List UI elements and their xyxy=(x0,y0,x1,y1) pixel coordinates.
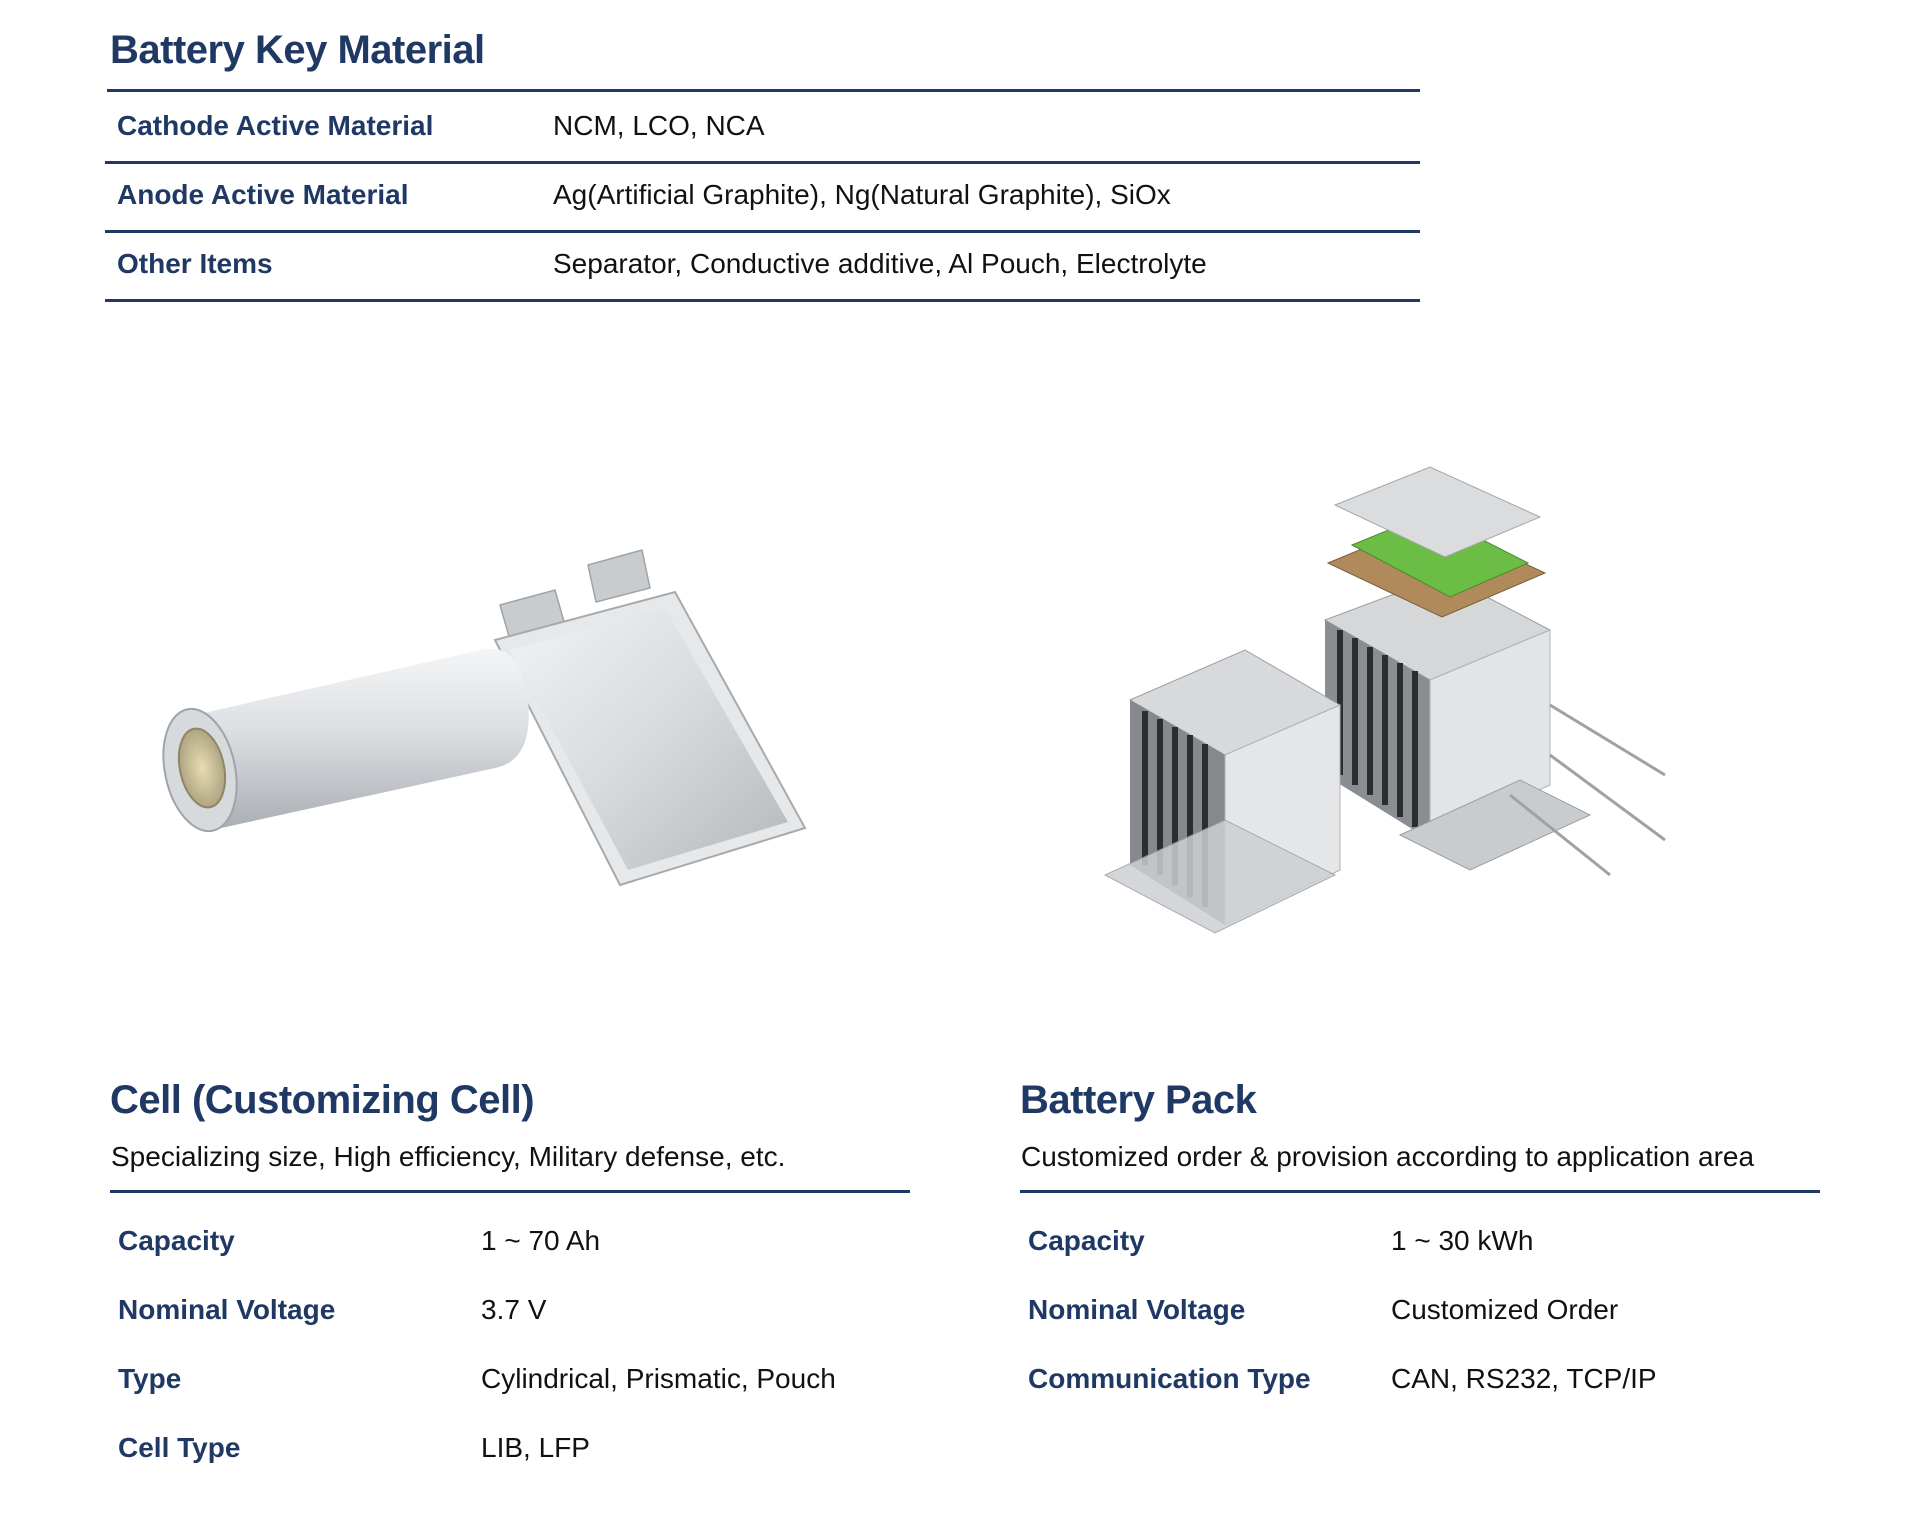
cell-product-image xyxy=(150,540,820,930)
battery-pack-image xyxy=(1100,455,1700,975)
pack-spec-label: Nominal Voltage xyxy=(1028,1294,1246,1325)
key-material-title: Battery Key Material xyxy=(110,28,485,72)
cylindrical-cell-graphic xyxy=(153,649,529,838)
pack-section-subtitle: Customized order & provision according to application area xyxy=(1021,1141,1755,1172)
pouch-cell-graphic xyxy=(495,550,805,885)
key-material-value: Ag(Artificial Graphite), Ng(Natural Graphite), SiOx xyxy=(553,179,1171,210)
cell-section-rule xyxy=(110,1190,910,1193)
key-material-label: Anode Active Material xyxy=(117,179,409,210)
pack-spec-value: CAN, RS232, TCP/IP xyxy=(1391,1363,1657,1394)
cell-spec-label: Type xyxy=(118,1363,182,1394)
pack-spec-value: Customized Order xyxy=(1391,1294,1619,1325)
cell-spec-value: 1 ~ 70 Ah xyxy=(481,1225,601,1256)
cell-spec-value: LIB, LFP xyxy=(481,1432,590,1463)
cell-spec-label: Cell Type xyxy=(118,1432,241,1463)
cell-spec-value: 3.7 V xyxy=(481,1294,547,1325)
pack-spec-label: Communication Type xyxy=(1028,1363,1311,1394)
key-material-value: Separator, Conductive additive, Al Pouch, Electrolyte xyxy=(553,248,1207,279)
key-material-label: Other Items xyxy=(117,248,273,279)
key-material-row-anode xyxy=(105,161,1420,233)
cell-spec-value: Cylindrical, Prismatic, Pouch xyxy=(481,1363,836,1394)
key-material-row-other xyxy=(105,230,1420,302)
pack-spec-label: Capacity xyxy=(1028,1225,1145,1256)
cell-section-title: Cell (Customizing Cell) xyxy=(110,1078,535,1122)
cell-spec-label: Capacity xyxy=(118,1225,235,1256)
pack-spec-value: 1 ~ 30 kWh xyxy=(1391,1225,1534,1256)
key-material-label: Cathode Active Material xyxy=(117,110,434,141)
pack-section-title: Battery Pack xyxy=(1020,1078,1257,1122)
cell-spec-label: Nominal Voltage xyxy=(118,1294,336,1325)
pack-section-rule xyxy=(1020,1190,1820,1193)
battery-pack-graphic xyxy=(1105,467,1665,933)
key-material-row-cathode xyxy=(105,92,1420,164)
cell-section-subtitle: Specializing size, High efficiency, Military defense, etc. xyxy=(111,1141,786,1172)
key-material-value: NCM, LCO, NCA xyxy=(553,110,765,141)
